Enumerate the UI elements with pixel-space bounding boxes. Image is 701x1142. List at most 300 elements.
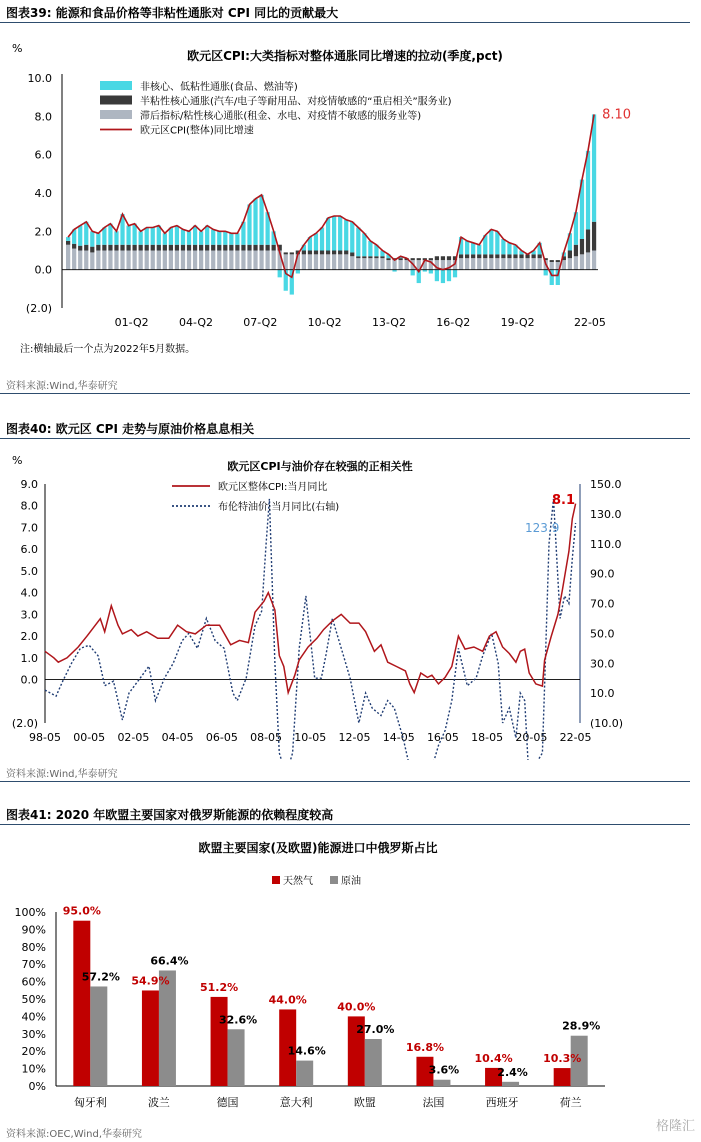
fig39-bar-semi	[374, 256, 378, 258]
fig40-y-unit: %	[12, 454, 23, 467]
fig40-heading	[6, 420, 254, 437]
fig39-bar-lagging	[211, 251, 215, 270]
fig39-bar-semi	[580, 239, 584, 254]
fig39-bar-semi	[259, 245, 263, 251]
fig40-y-tick: 7.0	[20, 521, 38, 535]
fig40-x-tick: 18-05	[471, 731, 504, 744]
fig39-bar-semi	[568, 251, 572, 259]
fig39-bar-semi	[532, 254, 536, 258]
fig39-bar-lagging	[586, 252, 590, 269]
fig39-bar-semi	[459, 254, 463, 258]
fig41-label-gas: 16.8%	[405, 1040, 445, 1054]
fig39-bar-lagging	[66, 245, 70, 270]
fig39-bar-lagging	[266, 251, 270, 270]
fig41-category-label: 意大利	[279, 1096, 313, 1109]
fig39-bar-semi	[320, 251, 324, 255]
fig39-bar-noncore	[96, 233, 100, 245]
fig39-bar-semi	[556, 260, 560, 262]
fig39-bar-semi	[344, 251, 348, 255]
fig39-y-tick: 6.0	[34, 148, 52, 162]
fig39-bar-noncore	[163, 233, 167, 245]
fig39-bar-noncore	[441, 270, 445, 283]
fig39-bar-lagging	[175, 251, 179, 270]
fig39-bar-semi	[495, 254, 499, 258]
fig41-category-label: 荷兰	[559, 1096, 582, 1109]
fig41-chart	[0, 826, 701, 1122]
fig39-bar-semi	[489, 254, 493, 258]
fig39-y-unit: %	[12, 42, 23, 55]
fig39-bar-noncore	[217, 231, 221, 244]
fig41-label-gas: 10.4%	[474, 1051, 513, 1065]
fig39-bar-lagging	[326, 254, 330, 269]
fig39-bar-semi	[471, 254, 475, 258]
fig39-bar-lagging	[229, 251, 233, 270]
fig39-bar-noncore	[489, 229, 493, 254]
fig39-bar-lagging	[525, 258, 529, 270]
fig39-bar-noncore	[235, 233, 239, 245]
fig39-bar-lagging	[344, 254, 348, 269]
fig40-y2-tick: 30.0	[590, 657, 615, 671]
fig39-bar-noncore	[338, 216, 342, 251]
fig41-y-tick: 10%	[21, 1062, 46, 1076]
fig40-y-tick: 6.0	[20, 543, 38, 557]
fig39-bar-semi	[447, 256, 451, 260]
fig40-y2-tick: (10.0)	[590, 717, 624, 730]
fig39-bar-semi	[96, 245, 100, 251]
fig39-bar-lagging	[519, 258, 523, 270]
fig39-bar-semi	[302, 251, 306, 255]
fig39-bar-semi	[253, 245, 257, 251]
fig39-bar-lagging	[199, 251, 203, 270]
fig39-bar-lagging	[247, 251, 251, 270]
fig40-source: 资料来源:Wind,华泰研究	[6, 769, 118, 780]
fig39-bar-semi	[308, 251, 312, 255]
fig39-bar-semi	[199, 245, 203, 251]
fig40-y-tick: 8.0	[20, 499, 38, 513]
fig41-source: 资料来源:OEC,Wind,华泰研究	[6, 1129, 143, 1140]
fig41-y-tick: 80%	[21, 940, 46, 954]
fig39-bar-noncore	[151, 228, 155, 245]
watermark: 格隆汇	[655, 1119, 695, 1134]
fig39-bar-lagging	[259, 251, 263, 270]
fig39-bar-noncore	[362, 233, 366, 256]
fig39-bar-lagging	[120, 251, 124, 270]
fig40-legend-oil: 布伦特油价:当月同比(右轴)	[218, 502, 340, 513]
fig40-annotation-oil: 123.9	[525, 521, 560, 535]
fig39-bar-lagging	[72, 249, 76, 270]
fig39-bar-lagging	[507, 258, 511, 270]
fig41-bar-gas	[554, 1068, 571, 1086]
fig39-bar-semi	[193, 245, 197, 251]
fig39-bar-semi	[586, 229, 590, 252]
fig39-bar-semi	[272, 245, 276, 251]
fig41-bar-oil	[433, 1080, 450, 1086]
fig39-bar-semi	[181, 245, 185, 251]
fig40-title: 欧元区 CPI 走势与原油价格息息相关	[55, 422, 255, 436]
fig39-bar-lagging	[489, 258, 493, 270]
fig39-bar-noncore	[477, 245, 481, 255]
fig40-annotation-cpi: 8.1	[552, 493, 576, 508]
fig39-bar-semi	[507, 254, 511, 258]
fig39-bar-lagging	[157, 251, 161, 270]
fig41-y-tick: 40%	[21, 1010, 46, 1024]
fig41-category-label: 波兰	[147, 1096, 170, 1109]
fig39-bar-semi	[157, 245, 161, 251]
fig39-bar-semi	[465, 254, 469, 258]
fig39-bar-noncore	[296, 270, 300, 274]
fig40-y2-tick: 90.0	[590, 567, 615, 581]
fig39-bar-noncore	[344, 220, 348, 251]
fig41-bar-oil	[159, 970, 176, 1086]
fig41-title: 2020 年欧盟主要国家对俄罗斯能源的依赖程度较高	[55, 808, 334, 822]
fig39-bar-semi	[519, 254, 523, 258]
fig39-bar-semi	[187, 245, 191, 251]
fig40-y-tick: 9.0	[20, 478, 38, 491]
fig39-bar-lagging	[483, 258, 487, 270]
fig40-y2-tick: 110.0	[590, 537, 622, 551]
fig39-bar-noncore	[429, 270, 433, 274]
fig39-bar-noncore	[592, 114, 596, 221]
fig39-bar-semi	[550, 260, 554, 262]
fig39-bar-lagging	[538, 258, 542, 270]
fig39-bar-semi	[235, 245, 239, 251]
fig41-heading	[6, 806, 333, 823]
fig39-bar-semi	[163, 245, 167, 251]
fig41-bar-oil	[365, 1039, 382, 1086]
fig40-y-tick: 5.0	[20, 564, 38, 578]
fig39-bar-lagging	[320, 254, 324, 269]
fig39-bar-noncore	[139, 231, 143, 244]
fig39-bar-noncore	[102, 228, 106, 245]
fig39-bar-semi	[429, 258, 433, 260]
fig41-legend-swatch-oil	[330, 876, 338, 884]
fig39-bar-noncore	[501, 239, 505, 254]
fig39-bar-lagging	[550, 262, 554, 270]
fig41-label-oil: 28.9%	[562, 1019, 601, 1033]
fig39-bar-lagging	[356, 258, 360, 270]
fig39-bar-lagging	[471, 258, 475, 270]
fig41-bar-oil	[502, 1082, 519, 1086]
fig39-y-tick: 0.0	[34, 263, 52, 277]
fig40-x-tick: 22-05	[559, 731, 592, 744]
fig41-category-label: 欧盟	[353, 1096, 376, 1109]
fig39-heading	[6, 4, 338, 21]
fig39-x-tick: 13-Q2	[371, 316, 406, 329]
fig40-oil-line	[45, 499, 576, 760]
fig39-bar-lagging	[338, 254, 342, 269]
fig41-category-label: 法国	[422, 1096, 445, 1109]
fig39-bar-lagging	[580, 254, 584, 269]
fig39-bar-noncore	[126, 226, 130, 245]
fig40-x-tick: 10-05	[294, 731, 327, 744]
fig39-y-tick: 10.0	[27, 72, 52, 85]
fig39-bar-semi	[574, 245, 578, 257]
fig40-y-tick: 1.0	[20, 651, 38, 665]
fig41-y-tick: 90%	[21, 923, 46, 937]
fig39-bar-semi	[145, 245, 149, 251]
fig41-legend-swatch-gas	[272, 876, 280, 884]
fig39-bar-semi	[477, 254, 481, 258]
fig41-top-rule	[0, 824, 690, 825]
fig39-bar-semi	[120, 245, 124, 251]
fig39-bar-semi	[247, 245, 251, 251]
fig41-label-oil: 27.0%	[356, 1023, 395, 1037]
fig39-bar-semi	[114, 245, 118, 251]
fig39-bar-noncore	[169, 228, 173, 245]
fig40-x-tick: 04-05	[161, 731, 194, 744]
fig39-bar-semi	[151, 245, 155, 251]
fig39-bar-noncore	[253, 199, 257, 245]
fig39-bar-semi	[211, 245, 215, 251]
fig39-bar-lagging	[223, 251, 227, 270]
fig39-bar-noncore	[507, 243, 511, 255]
fig39-bottom-rule	[0, 393, 690, 394]
fig39-bar-semi	[380, 256, 384, 258]
fig41-bar-oil	[90, 986, 107, 1086]
fig39-bar-lagging	[96, 251, 100, 270]
fig40-x-tick: 16-05	[426, 731, 459, 744]
fig40-y2-tick: 70.0	[590, 597, 615, 611]
fig41-bar-gas	[142, 990, 159, 1086]
fig39-bar-noncore	[66, 237, 70, 241]
fig39-bar-lagging	[574, 256, 578, 269]
fig39-bar-semi	[332, 251, 336, 255]
fig40-x-tick: 06-05	[205, 731, 238, 744]
fig40-y-tick: 4.0	[20, 586, 38, 600]
fig40-x-tick: 98-05	[29, 731, 61, 744]
fig39-bar-lagging	[592, 251, 596, 270]
fig39-bar-lagging	[368, 258, 372, 270]
fig39-bar-lagging	[217, 251, 221, 270]
fig39-legend-swatch	[100, 96, 132, 105]
fig39-bar-lagging	[501, 258, 505, 270]
fig39-source: 资料来源:Wind,华泰研究	[6, 381, 118, 392]
fig39-bar-noncore	[356, 228, 360, 257]
fig39-bar-semi	[205, 245, 209, 251]
fig39-bar-lagging	[392, 260, 396, 270]
fig39-bar-semi	[441, 256, 445, 260]
fig39-bar-semi	[399, 258, 403, 260]
fig39-bar-semi	[386, 258, 390, 260]
fig39-bar-lagging	[290, 254, 294, 269]
fig39-bar-lagging	[78, 251, 82, 270]
fig39-top-rule	[0, 22, 690, 23]
fig39-x-tick: 19-Q2	[500, 316, 535, 329]
fig39-bar-semi	[169, 245, 173, 251]
fig39-bar-noncore	[320, 228, 324, 251]
fig39-label: 图表39:	[6, 6, 52, 20]
fig39-bar-semi	[501, 254, 505, 258]
fig39-bar-noncore	[193, 226, 197, 245]
fig39-bar-noncore	[471, 243, 475, 255]
fig40-cpi-line	[45, 504, 576, 693]
fig39-legend-label: 非核心、低粘性通胀(食品、燃油等)	[140, 82, 298, 93]
fig39-bar-semi	[175, 245, 179, 251]
fig39-legend-swatch	[100, 110, 132, 119]
fig39-bar-noncore	[332, 216, 336, 251]
fig39-annotation-8.10: 8.10	[602, 107, 632, 123]
fig39-bar-lagging	[513, 258, 517, 270]
fig41-legend-oil: 原油	[341, 876, 361, 887]
fig41-category-label: 德国	[216, 1096, 239, 1109]
fig40-y-tick: 3.0	[20, 608, 38, 622]
fig39-bar-semi	[338, 251, 342, 255]
fig39-bar-lagging	[465, 258, 469, 270]
fig39-bar-semi	[356, 256, 360, 258]
fig41-y-tick: 0%	[28, 1080, 46, 1093]
fig39-bar-semi	[362, 256, 366, 258]
fig41-label-oil: 32.6%	[218, 1013, 258, 1027]
fig41-bar-gas	[211, 997, 228, 1086]
fig39-bar-noncore	[326, 218, 330, 251]
fig41-bar-oil	[296, 1061, 313, 1086]
fig39-bar-semi	[72, 244, 76, 249]
fig41-label-gas: 95.0%	[62, 904, 101, 918]
fig39-bar-lagging	[302, 254, 306, 269]
fig39-legend-swatch	[100, 81, 132, 90]
fig39-y-tick: (2.0)	[25, 302, 52, 315]
fig39-bar-semi	[217, 245, 221, 251]
fig39-bar-lagging	[133, 251, 137, 270]
fig41-category-label: 西班牙	[485, 1096, 519, 1109]
fig39-bar-lagging	[380, 258, 384, 270]
fig40-bottom-rule	[0, 781, 690, 782]
fig39-bar-semi	[350, 252, 354, 256]
fig39-bar-lagging	[145, 251, 149, 270]
fig39-bar-semi	[284, 252, 288, 254]
fig40-x-tick: 12-05	[338, 731, 371, 744]
fig39-bar-lagging	[235, 251, 239, 270]
fig41-label-oil: 66.4%	[150, 954, 189, 968]
fig39-bar-lagging	[350, 256, 354, 269]
fig39-bar-lagging	[272, 251, 276, 270]
fig39-bar-lagging	[374, 258, 378, 270]
fig41-label-oil: 2.4%	[497, 1065, 528, 1079]
fig40-x-tick: 08-05	[250, 731, 283, 744]
fig39-bar-lagging	[151, 251, 155, 270]
fig41-y-tick: 20%	[21, 1045, 46, 1059]
fig39-bar-noncore	[411, 270, 415, 276]
fig39-bar-lagging	[253, 251, 257, 270]
fig39-bar-noncore	[447, 270, 451, 282]
fig39-bar-noncore	[495, 231, 499, 254]
fig39-bar-lagging	[181, 251, 185, 270]
fig40-y-tick: 2.0	[20, 630, 38, 644]
fig39-bar-semi	[314, 251, 318, 255]
fig41-label-gas: 10.3%	[543, 1052, 582, 1066]
fig39-chart-title: 欧元区CPI:大类指标对整体通胀同比增速的拉动(季度,pct)	[187, 49, 503, 63]
fig39-bar-semi	[266, 245, 270, 251]
fig40-chart-title: 欧元区CPI与油价存在较强的正相关性	[227, 460, 413, 473]
fig39-bar-lagging	[562, 260, 566, 270]
fig41-label-oil: 3.6%	[428, 1063, 460, 1077]
fig39-bar-lagging	[495, 258, 499, 270]
fig40-legend-cpi: 欧元区整体CPI:当月同比	[218, 482, 328, 493]
fig40-x-tick: 20-05	[515, 731, 548, 744]
fig39-bar-lagging	[441, 260, 445, 270]
fig39-legend-label: 滞后指标/粘性核心通胀(租金、水电、对疫情不敏感的服务业等)	[140, 111, 422, 122]
fig41-bar-oil	[228, 1029, 245, 1086]
fig40-x-tick: 02-05	[117, 731, 150, 744]
fig41-bar-gas	[73, 921, 90, 1086]
fig39-x-tick: 10-Q2	[307, 316, 342, 329]
fig39-bar-noncore	[586, 151, 590, 230]
fig39-bar-semi	[78, 246, 82, 251]
fig39-bar-semi	[326, 251, 330, 255]
fig39-bar-semi	[90, 247, 94, 253]
fig39-bar-semi	[592, 222, 596, 251]
fig41-label-oil: 14.6%	[287, 1044, 326, 1058]
fig41-label: 图表41:	[6, 808, 52, 822]
fig39-bar-noncore	[90, 231, 94, 246]
fig41-y-tick: 50%	[21, 993, 46, 1006]
fig39-bar-noncore	[114, 231, 118, 244]
fig39-bar-lagging	[84, 251, 88, 270]
fig39-bar-noncore	[368, 241, 372, 256]
fig39-bar-noncore	[205, 226, 209, 245]
fig39-bar-lagging	[187, 251, 191, 270]
fig40-top-rule	[0, 438, 690, 439]
fig39-bar-noncore	[259, 195, 263, 245]
fig39-bar-semi	[84, 245, 88, 251]
fig39-chart	[0, 24, 701, 369]
fig39-legend-label: 欧元区CPI(整体)同比增速	[140, 125, 254, 137]
fig39-bar-lagging	[108, 251, 112, 270]
fig39-bar-lagging	[532, 258, 536, 270]
fig39-bar-lagging	[169, 251, 173, 270]
fig39-bar-noncore	[175, 226, 179, 245]
fig41-label-gas: 51.2%	[199, 980, 239, 994]
fig39-x-tick: 01-Q2	[114, 316, 149, 329]
fig39-bar-noncore	[465, 241, 469, 254]
fig39-y-tick: 4.0	[34, 187, 52, 200]
fig39-legend-label: 半粘性核心通胀(汽车/电子等耐用品、对疫情敏感的“重启相关”服务业)	[140, 96, 452, 108]
fig40-y2-tick: 150.0	[590, 478, 622, 491]
fig39-x-tick: 16-Q2	[436, 316, 471, 329]
fig39-bar-noncore	[223, 231, 227, 244]
fig39-bar-noncore	[314, 233, 318, 250]
fig39-bar-lagging	[314, 254, 318, 269]
fig39-bar-noncore	[453, 270, 457, 278]
fig39-bar-lagging	[241, 251, 245, 270]
fig39-bar-lagging	[362, 258, 366, 270]
fig39-bar-semi	[223, 245, 227, 251]
fig39-bar-semi	[417, 258, 421, 260]
fig39-bar-noncore	[435, 270, 439, 282]
fig41-y-tick: 70%	[21, 958, 46, 972]
fig40-y2-tick: 10.0	[590, 687, 615, 701]
fig39-bar-lagging	[332, 254, 336, 269]
fig39-bar-lagging	[102, 251, 106, 270]
fig41-y-tick: 100%	[14, 906, 46, 919]
fig39-bar-lagging	[568, 258, 572, 270]
fig39-bar-lagging	[163, 251, 167, 270]
fig41-y-tick: 30%	[21, 1027, 46, 1041]
fig39-bar-semi	[483, 254, 487, 258]
fig39-bar-lagging	[386, 260, 390, 270]
fig39-bar-noncore	[350, 222, 354, 253]
fig40-x-tick: 14-05	[382, 731, 415, 744]
fig40-y-tick: (2.0)	[11, 717, 38, 730]
fig39-bar-semi	[133, 245, 137, 251]
fig41-legend-gas: 天然气	[283, 876, 313, 887]
fig39-bar-noncore	[187, 231, 191, 244]
fig39-bar-lagging	[405, 260, 409, 270]
fig40-chart	[0, 440, 701, 760]
fig39-bar-lagging	[90, 252, 94, 269]
fig39-x-tick: 04-Q2	[178, 316, 214, 329]
fig40-x-tick: 00-05	[73, 731, 106, 744]
